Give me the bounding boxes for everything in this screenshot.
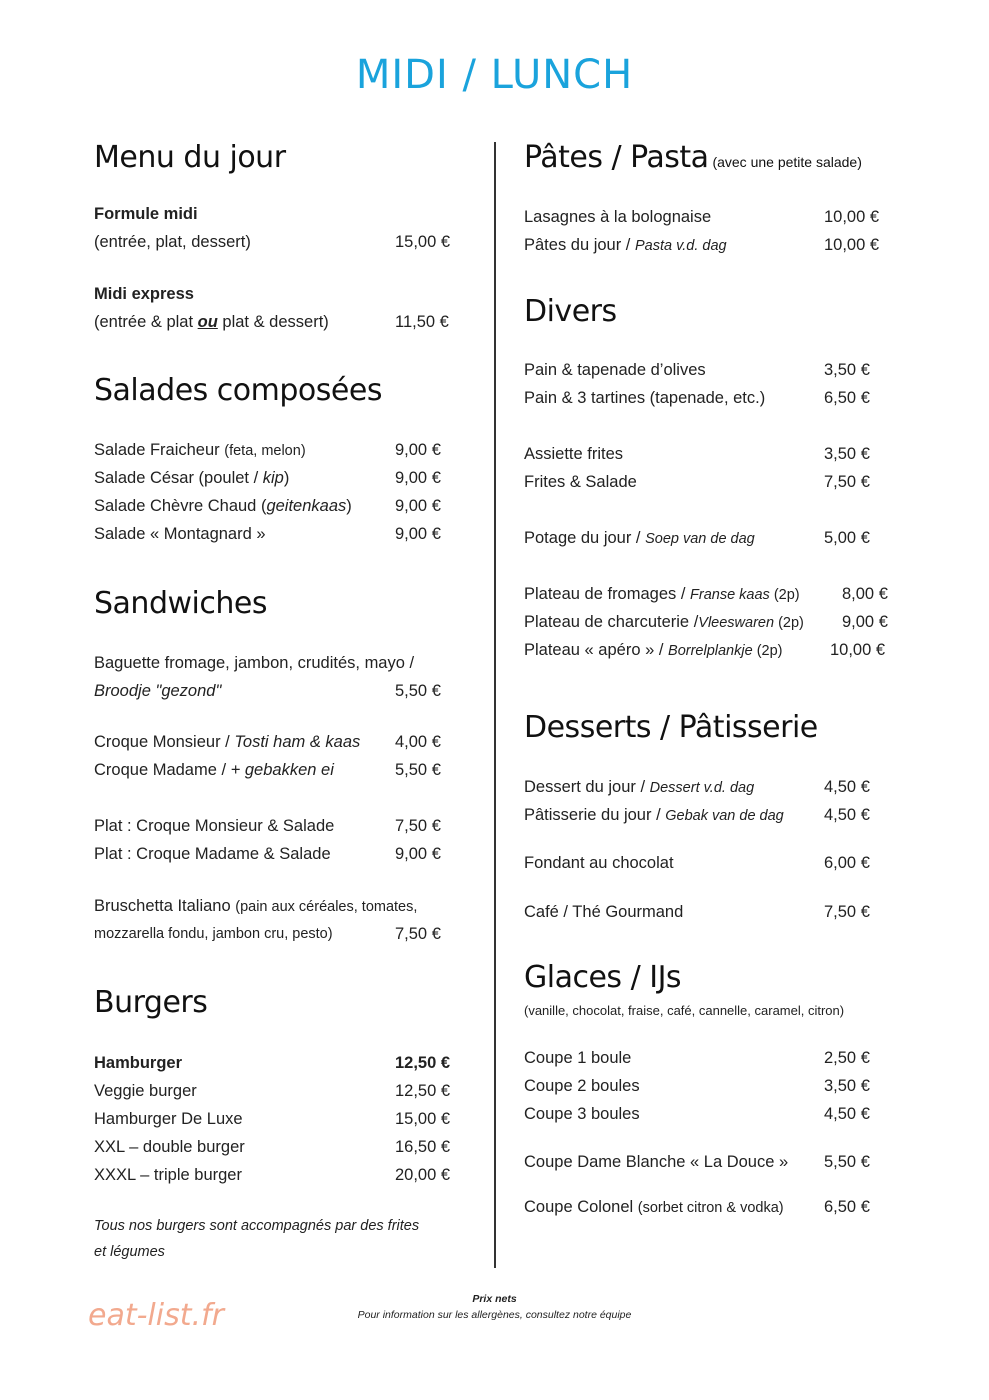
- croque-madame: Croque Madame / + gebakken ei: [94, 761, 334, 779]
- croque-monsieur-price: 4,00 €: [395, 733, 441, 751]
- assiette-frites-price: 3,50 €: [824, 445, 870, 463]
- list-item: Salade Chèvre Chaud (geitenkaas): [94, 497, 352, 515]
- sandwiches-heading: Sandwiches: [94, 586, 267, 621]
- patisserie-du-jour-price: 4,50 €: [824, 806, 870, 824]
- plat-monsieur-price: 7,50 €: [395, 817, 441, 835]
- list-item: Salade César (poulet / kip): [94, 469, 290, 487]
- fondant-price: 6,00 €: [824, 854, 870, 872]
- plateau-charcuterie-price: 9,00 €: [842, 613, 888, 631]
- item-price: 9,00 €: [395, 469, 441, 487]
- pates-heading: Pâtes / Pasta (avec une petite salade): [524, 140, 862, 175]
- burgers-heading: Burgers: [94, 985, 208, 1020]
- dessert-du-jour-price: 4,50 €: [824, 778, 870, 796]
- item-price: 15,00 €: [395, 1110, 451, 1128]
- baguette-line1: Baguette fromage, jambon, crudités, mayo /: [94, 654, 415, 672]
- footer-prix-nets: Prix nets: [472, 1293, 517, 1305]
- item-price: 20,00 €: [395, 1166, 451, 1184]
- baguette-price: 5,50 €: [395, 682, 441, 700]
- croque-monsieur: Croque Monsieur / Tosti ham & kaas: [94, 733, 361, 751]
- item-price: 16,50 €: [395, 1138, 451, 1156]
- baguette-line2: Broodje "gezond": [94, 682, 222, 700]
- plateau-apero-price: 10,00 €: [830, 641, 886, 659]
- coupe-2-price: 3,50 €: [824, 1077, 870, 1095]
- item-price: 12,50 €: [395, 1082, 451, 1100]
- watermark: eat-list.fr: [88, 1298, 224, 1333]
- frites-salade: Frites & Salade: [524, 473, 637, 491]
- desserts-heading: Desserts / Pâtisserie: [524, 710, 818, 745]
- bruschetta-price: 7,50 €: [395, 925, 441, 943]
- formule-midi-desc: (entrée, plat, dessert): [94, 233, 251, 251]
- pain-tapenade-price: 3,50 €: [824, 361, 870, 379]
- potage-price: 5,00 €: [824, 529, 870, 547]
- cafe-gourmand: Café / Thé Gourmand: [524, 903, 684, 921]
- page-title: MIDI / LUNCH: [355, 52, 634, 98]
- coupe-3-price: 4,50 €: [824, 1105, 870, 1123]
- plateau-charcuterie: Plateau de charcuterie /Vleeswaren (2p): [524, 613, 804, 631]
- coupe-1: Coupe 1 boule: [524, 1049, 632, 1067]
- coupe-dame-blanche-price: 5,50 €: [824, 1153, 870, 1171]
- potage: Potage du jour / Soep van de dag: [524, 529, 755, 547]
- plateau-fromages: Plateau de fromages / Franse kaas (2p): [524, 585, 800, 603]
- coupe-2: Coupe 2 boules: [524, 1077, 640, 1095]
- burgers-note-line1: Tous nos burgers sont accompagnés par des frites: [94, 1218, 420, 1234]
- list-item: XXXL – triple burger: [94, 1166, 242, 1184]
- pain-tapenade: Pain & tapenade d’olives: [524, 361, 706, 379]
- bruschetta-line1: Bruschetta Italiano (pain aux céréales, tomates,: [94, 897, 418, 915]
- footer-allergens: Pour information sur les allergènes, consultez notre équipe: [357, 1309, 632, 1321]
- formule-midi-name: Formule midi: [94, 205, 198, 223]
- dessert-du-jour: Dessert du jour / Dessert v.d. dag: [524, 778, 755, 796]
- coupe-1-price: 2,50 €: [824, 1049, 870, 1067]
- salades-heading: Salades composées: [94, 373, 382, 408]
- lasagnes-price: 10,00 €: [824, 208, 880, 226]
- frites-salade-price: 7,50 €: [824, 473, 870, 491]
- formule-midi-price: 15,00 €: [395, 233, 451, 251]
- menu-du-jour-heading: Menu du jour: [94, 140, 286, 175]
- coupe-colonel-price: 6,50 €: [824, 1198, 870, 1216]
- assiette-frites: Assiette frites: [524, 445, 624, 463]
- plat-monsieur: Plat : Croque Monsieur & Salade: [94, 817, 335, 835]
- croque-madame-price: 5,50 €: [395, 761, 441, 779]
- item-price: 9,00 €: [395, 441, 441, 459]
- fondant: Fondant au chocolat: [524, 854, 674, 872]
- item-price: 12,50 €: [395, 1054, 451, 1072]
- coupe-3: Coupe 3 boules: [524, 1105, 640, 1123]
- bruschetta-line2: mozzarella fondu, jambon cru, pesto): [94, 926, 333, 942]
- plat-madame: Plat : Croque Madame & Salade: [94, 845, 331, 863]
- patisserie-du-jour: Pâtisserie du jour / Gebak van de dag: [524, 806, 784, 824]
- burgers-note-line2: et légumes: [94, 1244, 165, 1260]
- midi-express-desc: (entrée & plat ou plat & dessert): [94, 313, 329, 331]
- plat-madame-price: 9,00 €: [395, 845, 441, 863]
- pain-tartines-price: 6,50 €: [824, 389, 870, 407]
- item-price: 9,00 €: [395, 525, 441, 543]
- list-item: Salade « Montagnard »: [94, 525, 266, 543]
- column-divider: [494, 142, 496, 1268]
- list-item: Veggie burger: [94, 1082, 197, 1100]
- list-item: Hamburger De Luxe: [94, 1110, 243, 1128]
- glaces-heading: Glaces / IJs: [524, 960, 682, 995]
- pates-du-jour: Pâtes du jour / Pasta v.d. dag: [524, 236, 727, 254]
- cafe-gourmand-price: 7,50 €: [824, 903, 870, 921]
- midi-express-name: Midi express: [94, 285, 194, 303]
- pates-du-jour-price: 10,00 €: [824, 236, 880, 254]
- item-price: 9,00 €: [395, 497, 441, 515]
- list-item: Salade Fraicheur (feta, melon): [94, 441, 306, 459]
- coupe-dame-blanche: Coupe Dame Blanche « La Douce »: [524, 1153, 789, 1171]
- list-item: XXL – double burger: [94, 1138, 245, 1156]
- midi-express-price: 11,50 €: [395, 313, 449, 331]
- lasagnes: Lasagnes à la bolognaise: [524, 208, 712, 226]
- divers-heading: Divers: [524, 294, 617, 329]
- pain-tartines: Pain & 3 tartines (tapenade, etc.): [524, 389, 766, 407]
- list-item: Hamburger: [94, 1054, 183, 1072]
- plateau-fromages-price: 8,00 €: [842, 585, 888, 603]
- plateau-apero: Plateau « apéro » / Borrelplankje (2p): [524, 641, 783, 659]
- glaces-flavors: (vanille, chocolat, fraise, café, cannelle, caramel, citron): [524, 1003, 845, 1018]
- coupe-colonel: Coupe Colonel (sorbet citron & vodka): [524, 1198, 784, 1216]
